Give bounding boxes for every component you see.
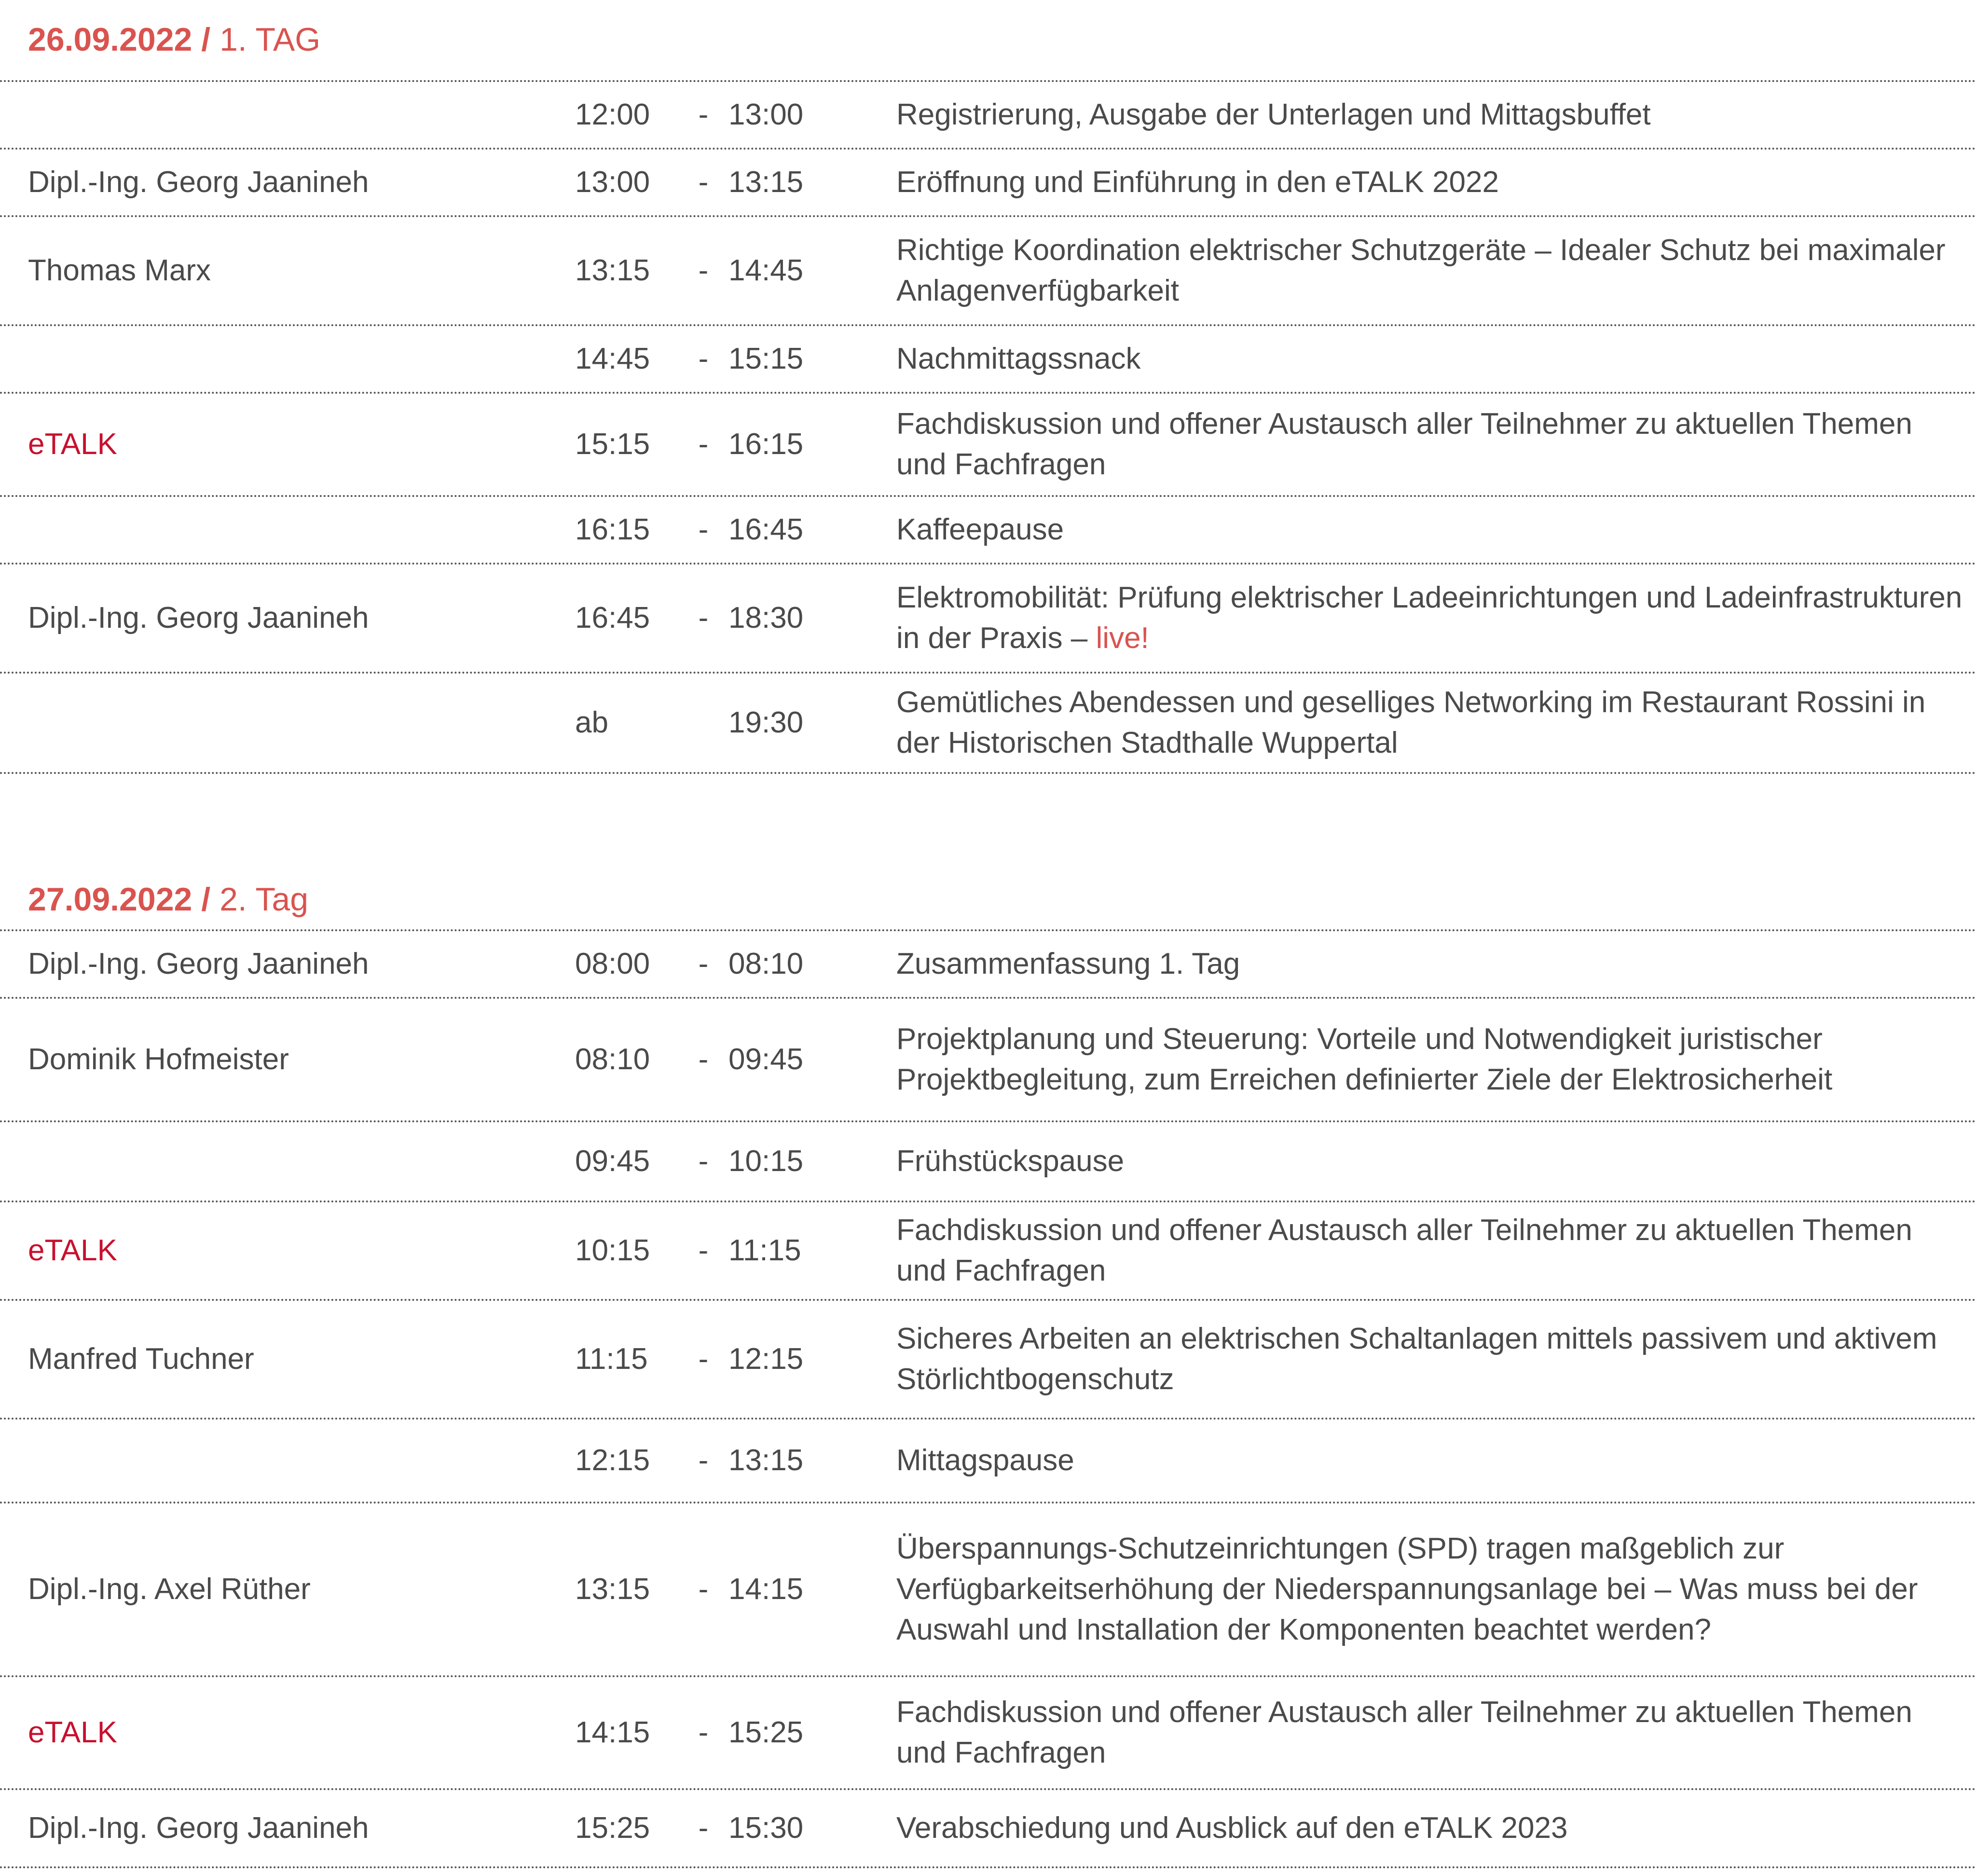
- end-time: 13:15: [728, 166, 804, 199]
- schedule-row: [0, 1420, 1977, 1502]
- end-time: 15:25: [728, 1716, 804, 1749]
- topic-text: Gemütliches Abendessen und geselliges Networking im Restaurant Rossini in der Historischen Stadthalle Wuppertal: [896, 686, 1926, 759]
- topic-text: Fachdiskussion und offener Austausch aller Teilnehmer zu aktuellen Themen und Fachfragen: [896, 1214, 1912, 1287]
- start-time: 09:45: [575, 1145, 650, 1178]
- schedule-row: [0, 217, 1977, 324]
- speaker-name: [28, 1420, 559, 1502]
- time-separator: [689, 674, 718, 772]
- session-topic: [896, 999, 1967, 1120]
- time-separator: -: [698, 342, 709, 375]
- start-time: 14:15: [575, 1716, 650, 1749]
- speaker-name: Dipl.-Ing. Georg Jaanineh: [28, 601, 369, 635]
- end-time: 13:00: [728, 98, 804, 131]
- schedule-row: [0, 1202, 1977, 1299]
- end-time: 14:45: [728, 254, 804, 287]
- session-topic: [896, 326, 1967, 392]
- end-time: 12:15: [728, 1342, 804, 1376]
- session-topic: [896, 1420, 1967, 1502]
- start-time: 14:45: [575, 342, 650, 375]
- day-label: 1. TAG: [220, 21, 321, 58]
- end-time: 15:15: [728, 342, 804, 375]
- start-time: 08:00: [575, 947, 650, 980]
- speaker-name: [28, 1122, 559, 1200]
- time-separator: -: [698, 1573, 709, 1606]
- time-separator: -: [698, 1716, 709, 1749]
- end-time: 10:15: [728, 1145, 804, 1178]
- speaker-name: eTALK: [28, 1234, 117, 1267]
- speaker-name: Dipl.-Ing. Axel Rüther: [28, 1573, 311, 1606]
- start-time: 13:15: [575, 1573, 650, 1606]
- speaker-name: [28, 326, 559, 392]
- schedule-row: [0, 150, 1977, 215]
- day-separator: /: [201, 21, 211, 58]
- start-time: 15:15: [575, 428, 650, 461]
- schedule-row: [0, 931, 1977, 997]
- topic-text: Verabschiedung und Ausblick auf den eTALK 2023: [896, 1811, 1568, 1845]
- session-topic: [896, 931, 1967, 997]
- session-topic: [896, 497, 1967, 563]
- topic-text: Fachdiskussion und offener Austausch aller Teilnehmer zu aktuellen Themen und Fachfragen: [896, 407, 1912, 481]
- schedule-row: [0, 326, 1977, 392]
- time-separator: -: [698, 947, 709, 980]
- session-topic: [896, 82, 1967, 148]
- session-topic: [896, 1504, 1967, 1675]
- row-divider: [0, 1866, 1977, 1868]
- end-time: 18:30: [728, 601, 804, 635]
- start-time: 08:10: [575, 1043, 650, 1076]
- schedule-row: [0, 1790, 1977, 1866]
- speaker-name: Manfred Tuchner: [28, 1342, 254, 1376]
- session-topic: [896, 674, 1967, 772]
- end-time: 09:45: [728, 1043, 804, 1076]
- session-topic: [896, 1202, 1967, 1299]
- time-separator: -: [698, 254, 709, 287]
- end-time: 14:15: [728, 1573, 804, 1606]
- start-time: 12:15: [575, 1444, 650, 1477]
- time-separator: -: [698, 1811, 709, 1845]
- end-time: 13:15: [728, 1444, 804, 1477]
- schedule-row: [0, 999, 1977, 1120]
- speaker-name: [28, 82, 559, 148]
- schedule-row: [0, 1122, 1977, 1200]
- time-separator: -: [698, 166, 709, 199]
- end-time: 16:15: [728, 428, 804, 461]
- schedule-row: [0, 497, 1977, 563]
- time-separator: -: [698, 1043, 709, 1076]
- schedule-row: [0, 674, 1977, 772]
- topic-text: Registrierung, Ausgabe der Unterlagen und Mittagsbuffet: [896, 98, 1651, 131]
- start-time: 15:25: [575, 1811, 650, 1845]
- day-date: 27.09.2022: [28, 881, 192, 918]
- session-topic: [896, 1790, 1967, 1866]
- start-time: 12:00: [575, 98, 650, 131]
- speaker-name: Dominik Hofmeister: [28, 1043, 289, 1076]
- start-time: 16:45: [575, 601, 650, 635]
- topic-text: Überspannungs-Schutzeinrichtungen (SPD) tragen maßgeblich zur Verfügbarkeitserhöhung der Niederspannungsanlage bei – Was muss bei der Auswahl und Installation der Komponenten beachtet werden?: [896, 1532, 1918, 1646]
- speaker-name: eTALK: [28, 1716, 117, 1749]
- day-2-heading: [28, 883, 308, 916]
- start-time: 13:15: [575, 254, 650, 287]
- schedule-row: [0, 82, 1977, 148]
- time-separator: -: [698, 1145, 709, 1178]
- time-separator: -: [698, 98, 709, 131]
- schedule-row: [0, 1504, 1977, 1675]
- speaker-name: [28, 674, 559, 772]
- row-divider: [0, 772, 1977, 774]
- time-separator: -: [698, 1342, 709, 1376]
- day-label: 2. Tag: [220, 881, 309, 918]
- schedule-row: [0, 565, 1977, 672]
- day-separator: /: [201, 881, 211, 918]
- time-separator: -: [698, 1444, 709, 1477]
- session-topic: [896, 150, 1967, 215]
- topic-text: Projektplanung und Steuerung: Vorteile und Notwendigkeit juristischer Projektbegleitung, zum Erreichen definierter Ziele der Elektrosicherheit: [896, 1022, 1833, 1096]
- start-time: ab: [575, 706, 608, 739]
- session-topic: [896, 394, 1967, 495]
- end-time: 11:15: [728, 1234, 801, 1267]
- time-separator: -: [698, 601, 709, 635]
- topic-text: Sicheres Arbeiten an elektrischen Schaltanlagen mittels passivem und aktivem Störlichtbogenschutz: [896, 1322, 1937, 1396]
- schedule-row: [0, 1301, 1977, 1418]
- start-time: 13:00: [575, 166, 650, 199]
- topic-text: Eröffnung und Einführung in den eTALK 2022: [896, 166, 1499, 199]
- topic-text: Elektromobilität: Prüfung elektrischer Ladeeinrichtungen und Ladeinfrastrukturen in der Praxis –: [896, 581, 1963, 655]
- session-topic: [896, 1122, 1967, 1200]
- time-separator: -: [698, 1234, 709, 1267]
- speaker-name: [28, 497, 559, 563]
- speaker-name: eTALK: [28, 428, 117, 461]
- topic-text: Kaffeepause: [896, 513, 1064, 546]
- speaker-name: Thomas Marx: [28, 254, 211, 287]
- session-topic: [896, 1301, 1967, 1418]
- session-topic: [896, 565, 1967, 672]
- end-time: 08:10: [728, 947, 804, 980]
- topic-text: Mittagspause: [896, 1444, 1074, 1477]
- speaker-name: Dipl.-Ing. Georg Jaanineh: [28, 166, 369, 199]
- topic-text: Fachdiskussion und offener Austausch aller Teilnehmer zu aktuellen Themen und Fachfragen: [896, 1696, 1912, 1769]
- time-separator: -: [698, 513, 709, 546]
- speaker-name: Dipl.-Ing. Georg Jaanineh: [28, 1811, 369, 1845]
- topic-text: Nachmittagssnack: [896, 342, 1141, 375]
- schedule-row: [0, 1677, 1977, 1788]
- session-topic: [896, 217, 1967, 324]
- topic-text: Zusammenfassung 1. Tag: [896, 947, 1240, 980]
- start-time: 16:15: [575, 513, 650, 546]
- start-time: 11:15: [575, 1342, 648, 1376]
- session-topic: [896, 1677, 1967, 1788]
- day-date: 26.09.2022: [28, 21, 192, 58]
- day-1-heading: [28, 23, 320, 56]
- live-highlight: live!: [1096, 621, 1149, 655]
- topic-text: Frühstückspause: [896, 1145, 1125, 1178]
- end-time: 16:45: [728, 513, 804, 546]
- speaker-name: Dipl.-Ing. Georg Jaanineh: [28, 947, 369, 980]
- time-separator: -: [698, 428, 709, 461]
- end-time: 15:30: [728, 1811, 804, 1845]
- topic-text: Richtige Koordination elektrischer Schutzgeräte – Idealer Schutz bei maximaler Anlagenverfügbarkeit: [896, 234, 1946, 307]
- end-time: 19:30: [728, 706, 804, 739]
- start-time: 10:15: [575, 1234, 650, 1267]
- schedule-row: [0, 394, 1977, 495]
